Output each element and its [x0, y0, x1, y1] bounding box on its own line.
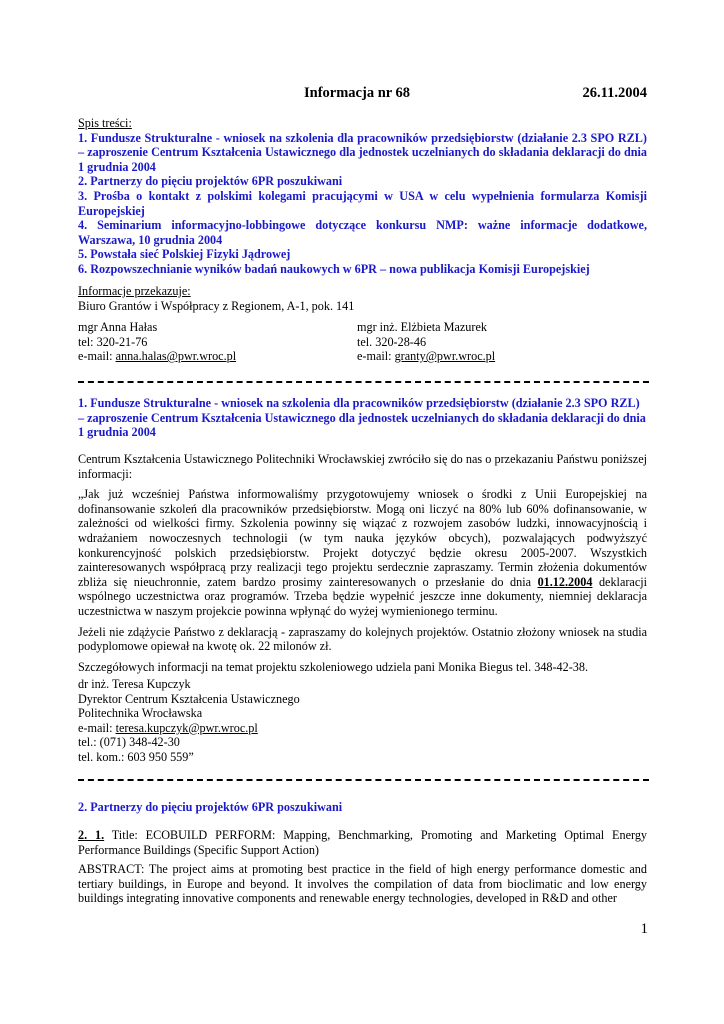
section1-heading: 1. Fundusze Strukturalne - wniosek na szkolenia dla pracowników przedsiębiorstw (działanie 2.3 SPO RZL) – zaproszenie Centrum Kształcenia Ustawicznego dla jednostek uczelnianych do składania deklaracji do dnia 1 grudnia 2004	[78, 396, 646, 440]
email-prefix: e-mail:	[357, 349, 395, 364]
item-number: 2. 1.	[78, 828, 105, 842]
section1-para2: Jeżeli nie zdążycie Państwo z deklaracją - zapraszamy do kolejnych projektów. Ostatnio złożony wniosek na studia podyplomowe opiewał na kwotę ok. 22 milonów zł.	[78, 624, 647, 654]
contact-email-row	[78, 349, 236, 364]
item-title-text: Title: ECOBUILD PERFORM: Mapping, Benchmarking, Promoting and Marketing Optimal Energy Performance Buildings (Specific Support Action)	[78, 828, 648, 857]
email-link[interactable]: anna.halas@pwr.wroc.pl	[115, 349, 237, 364]
signature-org: Politechnika Wrocławska	[78, 706, 203, 721]
signature-mobile: tel. kom.: 603 950 559”	[78, 749, 194, 764]
contact-email-row	[357, 349, 495, 364]
signature-tel: tel.: (071) 348-42-30	[78, 735, 180, 750]
table-of-contents	[78, 116, 647, 277]
email-prefix: e-mail:	[78, 349, 116, 364]
section1-para3: Szczegółowych informacji na temat projektu szkoleniowego udziela pani Monika Biegus tel. 348-42-38.	[78, 659, 589, 674]
toc-item-6[interactable]: 6. Rozpowszechnianie wyników badań naukowych w 6PR – nowa publikacja Komisji Europejskiej	[78, 261, 590, 276]
contact-tel: tel: 320-21-76	[78, 334, 148, 349]
toc-label: Spis treści:	[78, 116, 132, 130]
info-label: Informacje przekazuje:	[78, 284, 191, 298]
quote-text-after: deklaracji wspólnego uczestnictwa oraz programów. Trzeba będzie wypełnić jeszcze inne dokumenty, niemniej deklaracja uczestnictwa w naszym projekcie powinna wpłynąć do wyżej wymienionego terminu.	[78, 574, 648, 618]
info-office: Biuro Grantów i Współpracy z Regionem, A-1, pok. 141	[78, 298, 355, 313]
email-link[interactable]: granty@pwr.wroc.pl	[394, 349, 496, 364]
toc-item-4[interactable]: 4. Seminarium informacyjno-lobbingowe dotyczące konkursu NMP: ważne informacje dodatkowe, Warszawa, 10 grudnia 2004	[78, 218, 647, 247]
signature-role: Dyrektor Centrum Kształcenia Ustawicznego	[78, 691, 300, 706]
toc-item-2[interactable]: 2. Partnerzy do pięciu projektów 6PR poszukiwani	[78, 174, 343, 189]
section-separator	[78, 381, 649, 385]
section2-abstract: ABSTRACT: The project aims at promoting best practice in the field of high energy performance domestic and tertiary buildings, in Europe and beyond. It involves the compilation of data from bioclimatic and low energy buildings integrating innovative components and renewable energy technologies, developed in R&D and other	[78, 862, 647, 906]
contact-right	[357, 320, 495, 364]
contact-left	[78, 320, 236, 364]
signature-email-row	[78, 721, 647, 736]
contact-name: mgr Anna Hałas	[78, 320, 158, 334]
email-prefix: e-mail:	[78, 720, 116, 735]
info-block	[78, 284, 647, 313]
section2-item-title	[78, 828, 647, 857]
signature-block	[78, 677, 647, 765]
toc-item-5[interactable]: 5. Powstała sieć Polskiej Fizyki Jądrowej	[78, 247, 291, 262]
section1-body	[78, 452, 647, 680]
document-title: Informacja nr 68	[304, 85, 411, 101]
contact-name: mgr inż. Elżbieta Mazurek	[357, 320, 487, 334]
quote-text-before: „Jak już wcześniej Państwa informowaliśmy przygotowujemy wniosek o środki z Unii Europejskiej na dofinansowanie szkoleń dla pracowników przedsiębiorstw. Mogą oni liczyć na 80% lub 60% dofinansowanie, w zależności od wielkości firmy. Szkolenia powinny się wiązać z rozwojem zasobów ludzki, innowacyjnością i wdrażaniem nowoczesnych technologii (w tym nauka języków obcych), pozwalających podwyższyć konkurencyjność polskich przedsiębiorstw. Projekt dotyczyć będzie okresu 2005-2007. Wszystkich zainteresowanych współpracą przy realizacji tego projektu serdecznie zapraszamy. Termin złożenia dokumentów zbliża się nieuchronnie, zatem bardzo prosimy zainteresowanych o przesłanie do dnia	[78, 487, 647, 589]
section1-intro: Centrum Kształcenia Ustawicznego Politechniki Wrocławskiej zwróciło się do nas o przekazaniu Państwu poniższej informacji:	[78, 452, 647, 481]
toc-item-3[interactable]: 3. Prośba o kontakt z polskimi kolegami pracującymi w USA w celu wypełnienia formularza Komisji Europejskiej	[78, 188, 647, 218]
document-date: 26.11.2004	[582, 85, 647, 101]
page-number: 1	[640, 921, 648, 937]
signature-name: dr inż. Teresa Kupczyk	[78, 677, 191, 691]
email-link[interactable]: teresa.kupczyk@pwr.wroc.pl	[115, 720, 258, 735]
contact-tel: tel. 320-28-46	[357, 334, 427, 349]
section-separator	[78, 779, 649, 783]
section1-quote	[78, 487, 647, 618]
toc-item-1[interactable]: 1. Fundusze Strukturalne - wniosek na szkolenia dla pracowników przedsiębiorstw (działanie 2.3 SPO RZL) – zaproszenie Centrum Kształcenia Ustawicznego dla jednostek uczelnianych do składania deklaracji do dnia 1 grudnia 2004	[78, 130, 647, 174]
section2-heading: 2. Partnerzy do pięciu projektów 6PR poszukiwani	[78, 800, 343, 814]
document-header	[78, 86, 647, 106]
quote-deadline: 01.12.2004	[537, 574, 593, 589]
